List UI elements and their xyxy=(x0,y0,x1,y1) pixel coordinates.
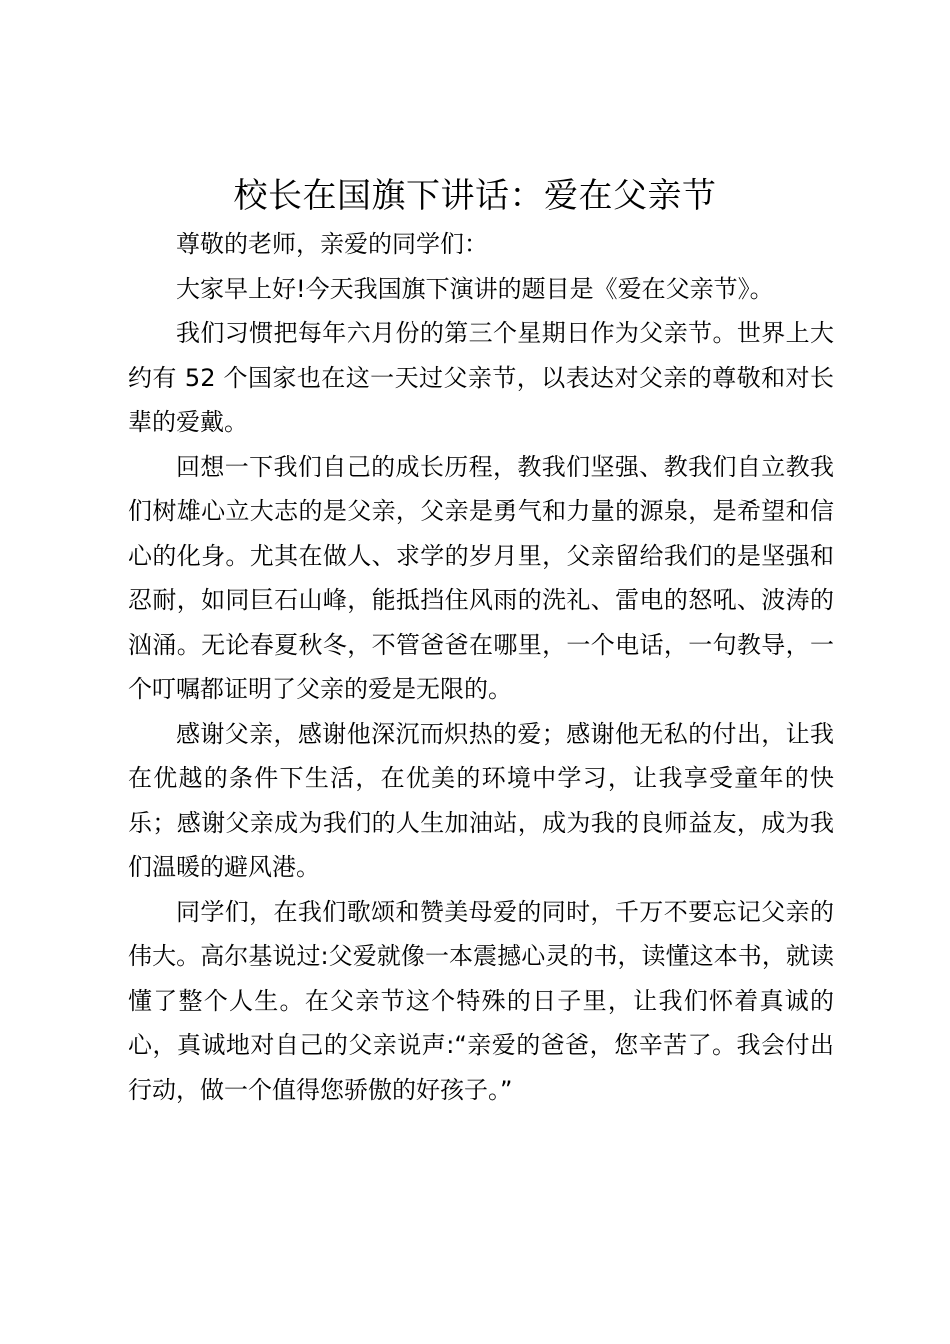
paragraph-fathers-day-intro: 我们习惯把每年六月份的第三个星期日作为父亲节。世界上大约有 52 个国家也在这一天过父亲节，以表达对父亲的尊敬和对长辈的爱戴。 xyxy=(128,319,834,436)
paragraph-greeting: 尊敬的老师，亲爱的同学们： xyxy=(176,230,488,258)
paragraph-opening: 大家早上好!今天我国旗下演讲的题目是《爱在父亲节》。 xyxy=(176,274,774,303)
document-title: 校长在国旗下讲话：爱在父亲节 xyxy=(233,176,717,216)
paragraph-father-role: 回想一下我们自己的成长历程，教我们坚强、教我们自立教我们树雄心立大志的是父亲，父亲是勇气和力量的源泉，是希望和信心的化身。尤其在做人、求学的岁月里，父亲留给我们的是坚强和忍耐，如同巨石山峰，能抵挡住风雨的洗礼、雷电的怒吼、波涛的汹涌。无论春夏秋冬，不管爸爸在哪里，一个电话，一句教导，一个叮嘱都证明了父亲的爱是无限的。 xyxy=(128,452,834,703)
document-body xyxy=(128,222,834,1112)
paragraph-gratitude: 感谢父亲，感谢他深沉而炽热的爱；感谢他无私的付出，让我在优越的条件下生活，在优美的环境中学习，让我享受童年的快乐；感谢父亲成为我们的人生加油站，成为我的良师益友，成为我们温暖的避风港。 xyxy=(128,719,834,881)
paragraph-closing: 同学们，在我们歌颂和赞美母爱的同时，千万不要忘记父亲的伟大。高尔基说过:父爱就像一本震撼心灵的书，读懂这本书，就读懂了整个人生。在父亲节这个特殊的日子里，让我们怀着真诚的心，真诚地对自己的父亲说声:“亲爱的爸爸，您辛苦了。我会付出行动，做一个值得您骄傲的好孩子。” xyxy=(128,897,834,1104)
